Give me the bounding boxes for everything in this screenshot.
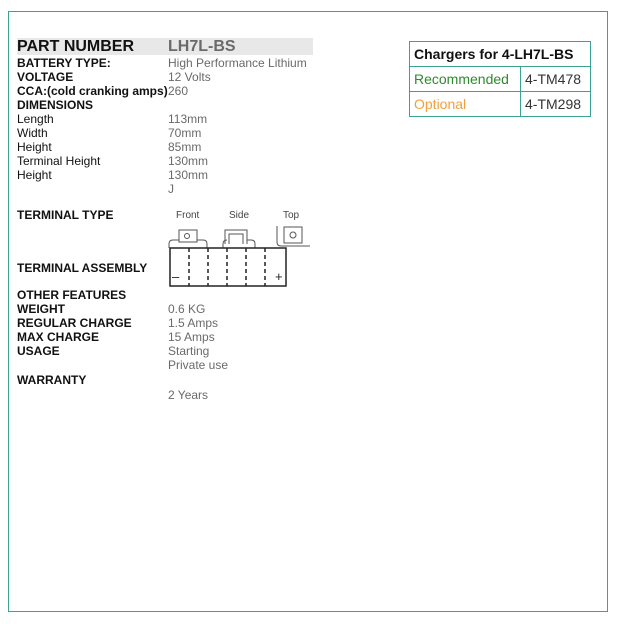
spec-label: VOLTAGE (17, 70, 74, 84)
feature-value: Private use (168, 358, 229, 372)
feature-label: REGULAR CHARGE (17, 316, 132, 330)
spec-value: 130mm (168, 168, 209, 182)
spec-label: Height (17, 140, 52, 154)
charger-kind-recommended: Recommended (410, 67, 521, 92)
chargers-title: Chargers for 4-LH7L-BS (410, 42, 591, 67)
negative-terminal-sign: – (172, 269, 180, 284)
charger-code[interactable]: 4-TM478 (521, 67, 591, 92)
spec-label: DIMENSIONS (17, 98, 94, 112)
feature-value: 0.6 KG (168, 302, 206, 316)
spec-value: 12 Volts (168, 70, 211, 84)
feature-value: 15 Amps (168, 330, 215, 344)
spec-label: Terminal Height (17, 154, 101, 168)
terminal-view-side: Side (229, 210, 250, 221)
part-number-label: PART NUMBER (17, 38, 135, 55)
spec-label: Length (17, 112, 54, 126)
charger-kind-optional: Optional (410, 92, 521, 117)
charger-row (410, 67, 591, 92)
feature-value: 2 Years (168, 388, 209, 402)
spec-value: J (168, 182, 174, 196)
spec-label: Width (17, 126, 48, 140)
spec-label: BATTERY TYPE: (17, 56, 111, 70)
terminal-assembly-diagram (168, 246, 290, 288)
spec-value: High Performance Lithium (168, 56, 307, 70)
feature-value: 1.5 Amps (168, 316, 219, 330)
spec-value: 260 (168, 84, 189, 98)
spec-value: 130mm (168, 154, 209, 168)
spec-value: 113mm (168, 112, 208, 126)
terminal-view-front: Front (176, 210, 200, 221)
feature-value: Starting (168, 344, 210, 358)
terminal-assembly-label: TERMINAL ASSEMBLY (17, 261, 148, 275)
terminal-type-label: TERMINAL TYPE (17, 208, 114, 222)
spec-value: 70mm (168, 126, 202, 140)
charger-code[interactable]: 4-TM298 (521, 92, 591, 117)
positive-terminal-sign: + (275, 269, 283, 284)
charger-row (410, 92, 591, 117)
feature-label: WEIGHT (17, 302, 65, 316)
spec-label: Height (17, 168, 52, 182)
part-number-value: LH7L-BS (168, 38, 236, 55)
chargers-header-row (410, 42, 591, 67)
feature-label: MAX CHARGE (17, 330, 100, 344)
spec-value: 85mm (168, 140, 202, 154)
chargers-table (409, 41, 591, 117)
terminal-view-top: Top (283, 210, 300, 221)
feature-label: WARRANTY (17, 373, 87, 387)
feature-label: USAGE (17, 344, 60, 358)
spec-label: CCA:(cold cranking amps) (17, 84, 168, 98)
feature-label: OTHER FEATURES (17, 288, 127, 302)
